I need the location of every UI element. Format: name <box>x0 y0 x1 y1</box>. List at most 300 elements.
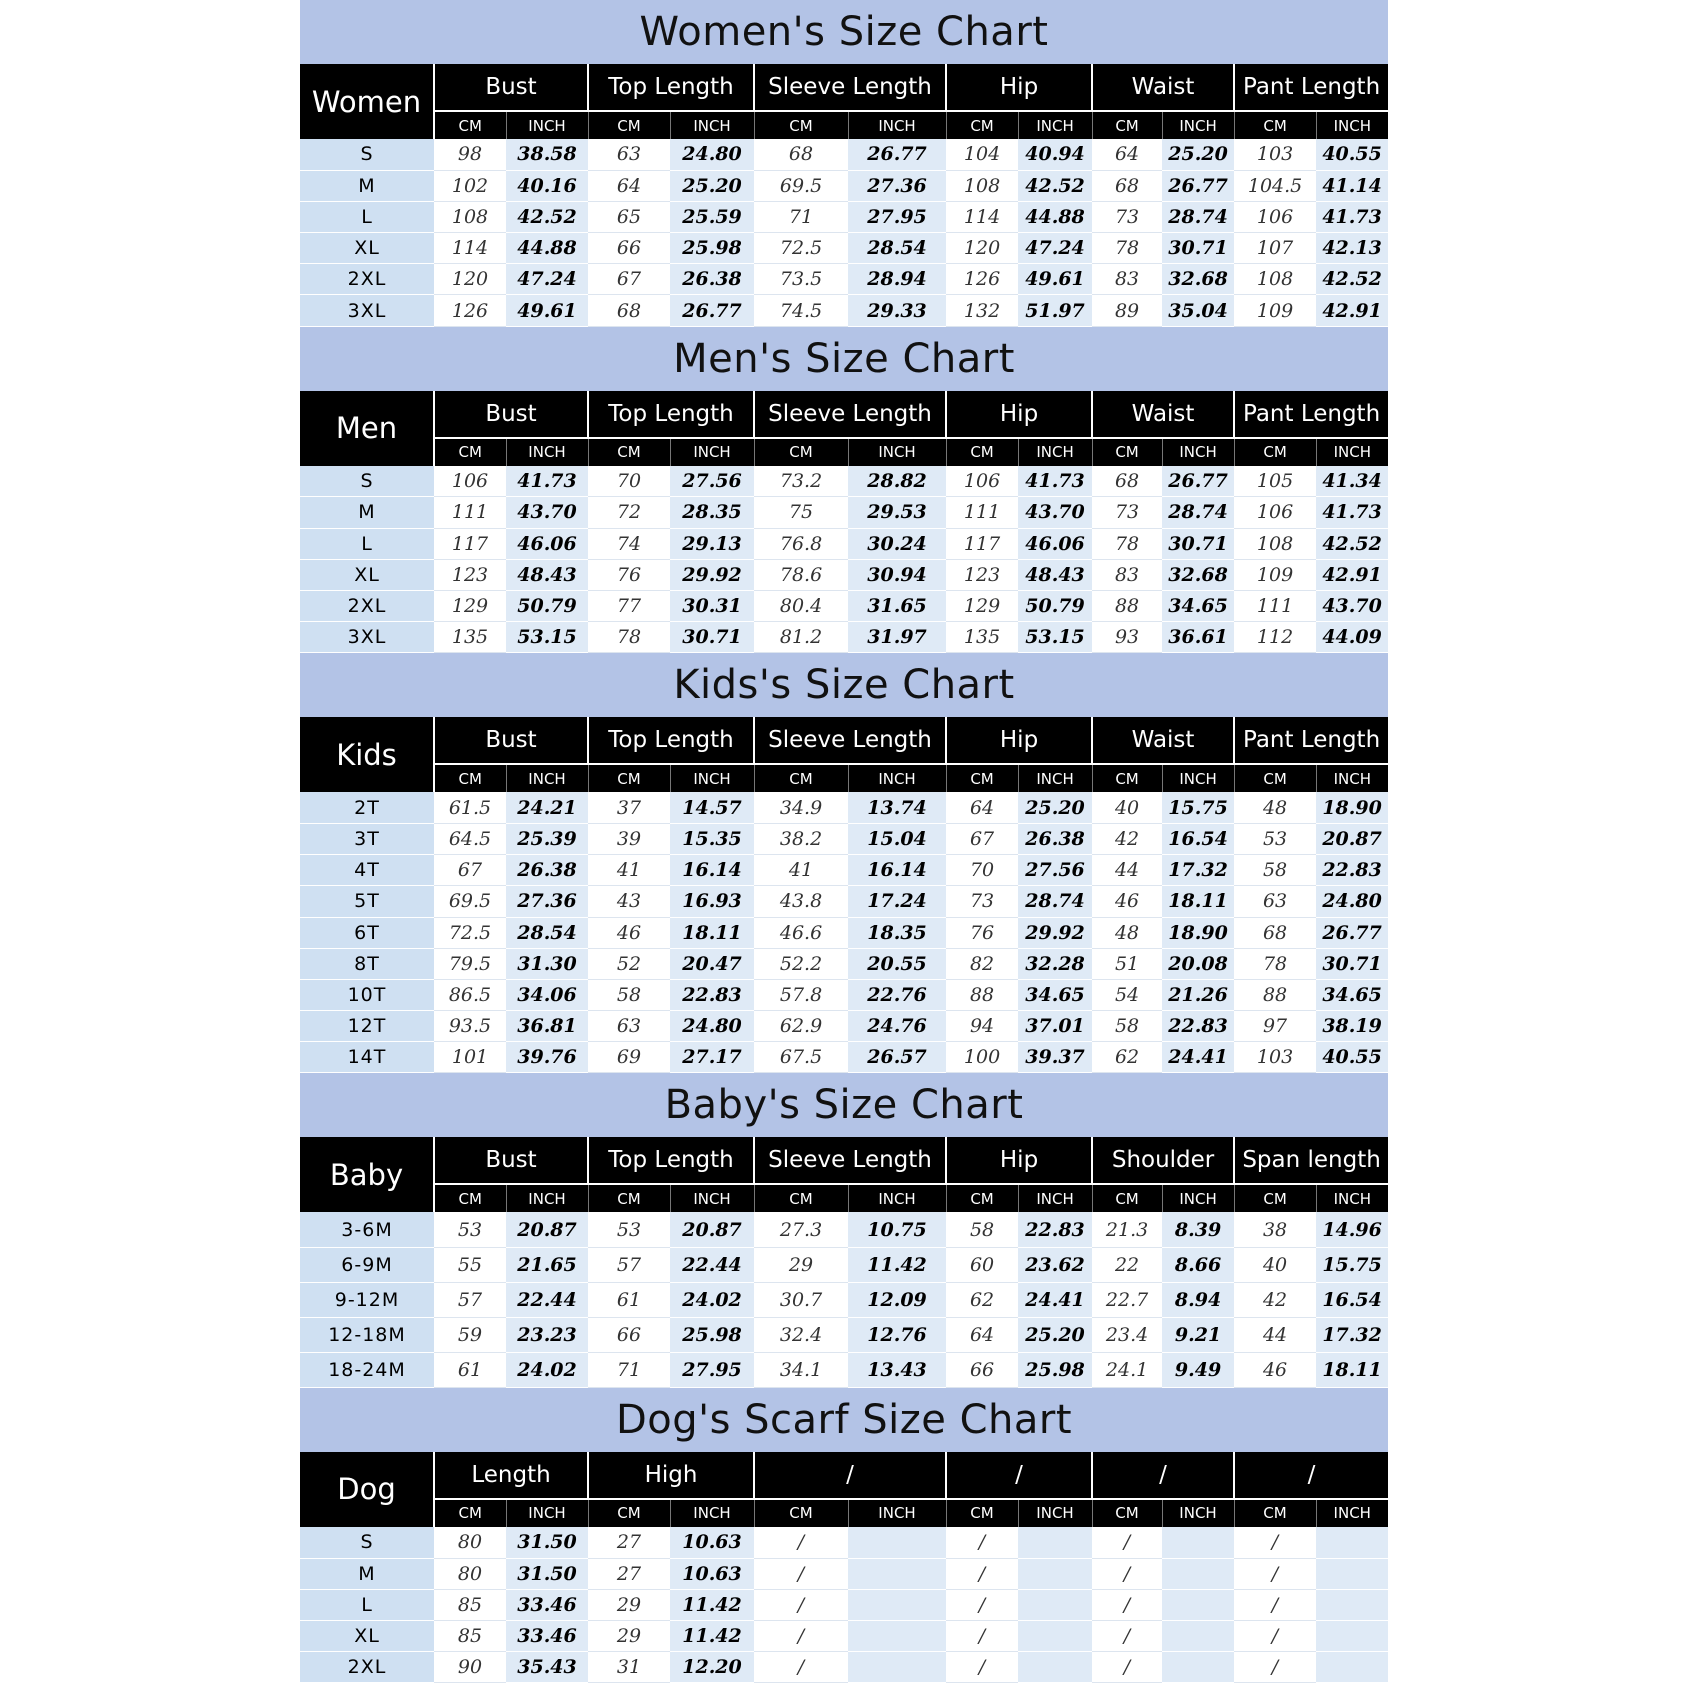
inch-value <box>1162 1652 1234 1683</box>
cm-value: 58 <box>946 1212 1018 1247</box>
inch-value: 40.55 <box>1316 139 1388 170</box>
inch-value: 32.68 <box>1162 264 1234 295</box>
inch-value: 15.75 <box>1162 792 1234 823</box>
table-row <box>300 1527 1388 1558</box>
size-label: L <box>300 1589 434 1620</box>
unit-cm-header: CM <box>588 111 670 139</box>
inch-value: 26.77 <box>1162 466 1234 497</box>
measure-header: Waist <box>1092 391 1234 438</box>
measure-header: / <box>1234 1452 1388 1499</box>
baby-unit-header-row <box>300 1184 1388 1212</box>
cm-value: 66 <box>946 1352 1018 1387</box>
cm-value: 64 <box>946 1317 1018 1352</box>
cm-value: / <box>1092 1558 1162 1589</box>
inch-value <box>1316 1589 1388 1620</box>
cm-value: 58 <box>1092 1011 1162 1042</box>
cm-value: 68 <box>1234 917 1316 948</box>
men-size-table <box>300 391 1388 654</box>
inch-value <box>848 1589 946 1620</box>
measure-header: Hip <box>946 64 1092 111</box>
unit-inch-header: INCH <box>848 1499 946 1527</box>
inch-value: 10.75 <box>848 1212 946 1247</box>
cm-value: 62 <box>1092 1042 1162 1073</box>
unit-cm-header: CM <box>434 438 506 466</box>
cm-value: 78 <box>1092 528 1162 559</box>
cm-value: 135 <box>946 622 1018 653</box>
unit-inch-header: INCH <box>1018 764 1092 792</box>
cm-value: 64 <box>1092 139 1162 170</box>
inch-value: 23.62 <box>1018 1247 1092 1282</box>
inch-value: 25.98 <box>1018 1352 1092 1387</box>
inch-value: 27.36 <box>848 170 946 201</box>
cm-value: 68 <box>1092 466 1162 497</box>
table-row <box>300 823 1388 854</box>
cm-value: / <box>754 1589 848 1620</box>
cm-value: 69 <box>588 1042 670 1073</box>
cm-value: 103 <box>1234 139 1316 170</box>
unit-cm-header: CM <box>1092 438 1162 466</box>
table-row <box>300 855 1388 886</box>
inch-value: 20.55 <box>848 948 946 979</box>
inch-value: 40.16 <box>506 170 588 201</box>
unit-inch-header: INCH <box>1018 111 1092 139</box>
inch-value: 26.77 <box>1162 170 1234 201</box>
inch-value: 10.63 <box>670 1558 754 1589</box>
unit-cm-header: CM <box>1234 1499 1316 1527</box>
inch-value: 41.73 <box>1316 497 1388 528</box>
measure-header: Waist <box>1092 717 1234 764</box>
inch-value: 42.13 <box>1316 233 1388 264</box>
measure-header: Pant Length <box>1234 717 1388 764</box>
cm-value: 44 <box>1092 855 1162 886</box>
measure-header: Top Length <box>588 391 754 438</box>
unit-cm-header: CM <box>946 111 1018 139</box>
cm-value: 101 <box>434 1042 506 1073</box>
women-measure-header-row <box>300 64 1388 111</box>
size-label: 12-18M <box>300 1317 434 1352</box>
cm-value: 29 <box>588 1589 670 1620</box>
table-row <box>300 201 1388 232</box>
cm-value: 103 <box>1234 1042 1316 1073</box>
inch-value: 22.83 <box>1162 1011 1234 1042</box>
baby-chart-title: Baby's Size Chart <box>300 1073 1388 1137</box>
inch-value <box>848 1558 946 1589</box>
cm-value: / <box>946 1621 1018 1652</box>
measure-header: Top Length <box>588 64 754 111</box>
cm-value: / <box>1234 1589 1316 1620</box>
inch-value: 8.39 <box>1162 1212 1234 1247</box>
unit-cm-header: CM <box>946 1184 1018 1212</box>
size-label: 2T <box>300 792 434 823</box>
inch-value: 27.56 <box>670 466 754 497</box>
cm-value: 73.5 <box>754 264 848 295</box>
unit-inch-header: INCH <box>670 438 754 466</box>
table-row <box>300 559 1388 590</box>
inch-value: 44.88 <box>1018 201 1092 232</box>
inch-value: 20.87 <box>1316 823 1388 854</box>
cm-value: 86.5 <box>434 979 506 1010</box>
unit-inch-header: INCH <box>1018 1499 1092 1527</box>
cm-value: 106 <box>946 466 1018 497</box>
cm-value: 66 <box>588 1317 670 1352</box>
inch-value: 27.56 <box>1018 855 1092 886</box>
unit-inch-header: INCH <box>1316 1499 1388 1527</box>
unit-cm-header: CM <box>588 1499 670 1527</box>
inch-value: 8.94 <box>1162 1282 1234 1317</box>
inch-value: 29.53 <box>848 497 946 528</box>
inch-value: 27.95 <box>848 201 946 232</box>
baby-measure-header-row <box>300 1137 1388 1184</box>
cm-value: 68 <box>754 139 848 170</box>
inch-value: 29.33 <box>848 295 946 326</box>
cm-value: 46 <box>1092 886 1162 917</box>
cm-value: 71 <box>588 1352 670 1387</box>
inch-value: 31.30 <box>506 948 588 979</box>
inch-value: 47.24 <box>1018 233 1092 264</box>
inch-value: 18.90 <box>1316 792 1388 823</box>
inch-value: 34.06 <box>506 979 588 1010</box>
inch-value: 35.04 <box>1162 295 1234 326</box>
inch-value: 27.17 <box>670 1042 754 1073</box>
inch-value: 26.77 <box>1316 917 1388 948</box>
measure-header: Hip <box>946 1137 1092 1184</box>
inch-value: 9.49 <box>1162 1352 1234 1387</box>
unit-inch-header: INCH <box>1018 1184 1092 1212</box>
inch-value <box>1316 1527 1388 1558</box>
cm-value: 109 <box>1234 559 1316 590</box>
cm-value: 129 <box>946 590 1018 621</box>
inch-value: 28.35 <box>670 497 754 528</box>
cm-value: 53 <box>588 1212 670 1247</box>
cm-value: 57.8 <box>754 979 848 1010</box>
inch-value: 15.35 <box>670 823 754 854</box>
table-row <box>300 1558 1388 1589</box>
unit-cm-header: CM <box>754 438 848 466</box>
inch-value: 20.47 <box>670 948 754 979</box>
unit-inch-header: INCH <box>848 1184 946 1212</box>
cm-value: / <box>1234 1527 1316 1558</box>
table-row <box>300 528 1388 559</box>
unit-cm-header: CM <box>588 1184 670 1212</box>
unit-cm-header: CM <box>1092 1499 1162 1527</box>
cm-value: / <box>946 1589 1018 1620</box>
cm-value: 40 <box>1234 1247 1316 1282</box>
inch-value: 40.94 <box>1018 139 1092 170</box>
table-row <box>300 1011 1388 1042</box>
cm-value: 80 <box>434 1527 506 1558</box>
size-label: 3XL <box>300 295 434 326</box>
cm-value: 73 <box>1092 201 1162 232</box>
size-label: S <box>300 466 434 497</box>
cm-value: 21.3 <box>1092 1212 1162 1247</box>
inch-value: 38.58 <box>506 139 588 170</box>
unit-inch-header: INCH <box>506 1184 588 1212</box>
table-row <box>300 295 1388 326</box>
inch-value: 29.13 <box>670 528 754 559</box>
size-label: 2XL <box>300 1652 434 1683</box>
size-label: XL <box>300 1621 434 1652</box>
size-label: M <box>300 497 434 528</box>
cm-value: 78.6 <box>754 559 848 590</box>
unit-cm-header: CM <box>946 764 1018 792</box>
cm-value: 83 <box>1092 559 1162 590</box>
inch-value: 22.44 <box>670 1247 754 1282</box>
men-chart-title: Men's Size Chart <box>300 327 1388 391</box>
cm-value: 98 <box>434 139 506 170</box>
inch-value: 31.50 <box>506 1527 588 1558</box>
cm-value: 93 <box>1092 622 1162 653</box>
cm-value: 76.8 <box>754 528 848 559</box>
inch-value: 24.80 <box>670 1011 754 1042</box>
unit-cm-header: CM <box>434 764 506 792</box>
inch-value: 9.21 <box>1162 1317 1234 1352</box>
measure-header: Top Length <box>588 1137 754 1184</box>
measure-header: / <box>1092 1452 1234 1499</box>
cm-value: / <box>1092 1652 1162 1683</box>
cm-value: 63 <box>1234 886 1316 917</box>
cm-value: 62.9 <box>754 1011 848 1042</box>
cm-value: 65 <box>588 201 670 232</box>
table-row <box>300 1317 1388 1352</box>
inch-value: 30.71 <box>670 622 754 653</box>
inch-value: 28.82 <box>848 466 946 497</box>
dog-measure-header-row <box>300 1452 1388 1499</box>
size-label: 6-9M <box>300 1247 434 1282</box>
cm-value: 117 <box>434 528 506 559</box>
cm-value: 108 <box>946 170 1018 201</box>
unit-inch-header: INCH <box>670 1499 754 1527</box>
cm-value: 68 <box>1092 170 1162 201</box>
size-label: 3T <box>300 823 434 854</box>
unit-cm-header: CM <box>754 764 848 792</box>
inch-value: 39.37 <box>1018 1042 1092 1073</box>
table-row <box>300 1282 1388 1317</box>
inch-value: 53.15 <box>506 622 588 653</box>
table-row <box>300 917 1388 948</box>
dog-unit-header-row <box>300 1499 1388 1527</box>
inch-value: 43.70 <box>506 497 588 528</box>
size-label: XL <box>300 233 434 264</box>
inch-value: 28.54 <box>506 917 588 948</box>
cm-value: 67 <box>946 823 1018 854</box>
size-label: 3XL <box>300 622 434 653</box>
inch-value: 49.61 <box>1018 264 1092 295</box>
size-label: 12T <box>300 1011 434 1042</box>
cm-value: 80.4 <box>754 590 848 621</box>
unit-cm-header: CM <box>946 1499 1018 1527</box>
unit-cm-header: CM <box>1092 764 1162 792</box>
inch-value <box>1162 1589 1234 1620</box>
cm-value: 67 <box>434 855 506 886</box>
cm-value: 72.5 <box>434 917 506 948</box>
measure-header: / <box>754 1452 946 1499</box>
cm-value: 43.8 <box>754 886 848 917</box>
inch-value: 38.19 <box>1316 1011 1388 1042</box>
cm-value: / <box>1234 1652 1316 1683</box>
inch-value: 33.46 <box>506 1589 588 1620</box>
unit-cm-header: CM <box>434 1499 506 1527</box>
inch-value: 22.44 <box>506 1282 588 1317</box>
inch-value: 48.43 <box>506 559 588 590</box>
inch-value <box>1018 1621 1092 1652</box>
measure-header: Bust <box>434 717 588 764</box>
men-category-label: Men <box>300 391 434 466</box>
cm-value: 58 <box>588 979 670 1010</box>
cm-value: / <box>1092 1589 1162 1620</box>
cm-value: 23.4 <box>1092 1317 1162 1352</box>
unit-inch-header: INCH <box>848 111 946 139</box>
cm-value: 73 <box>1092 497 1162 528</box>
cm-value: 85 <box>434 1621 506 1652</box>
size-label: 2XL <box>300 264 434 295</box>
inch-value <box>1162 1621 1234 1652</box>
cm-value: 55 <box>434 1247 506 1282</box>
size-label: M <box>300 1558 434 1589</box>
inch-value: 35.43 <box>506 1652 588 1683</box>
inch-value: 44.88 <box>506 233 588 264</box>
size-label: 3-6M <box>300 1212 434 1247</box>
size-label: 4T <box>300 855 434 886</box>
unit-cm-header: CM <box>588 764 670 792</box>
cm-value: 29 <box>754 1247 848 1282</box>
inch-value: 36.61 <box>1162 622 1234 653</box>
cm-value: 37 <box>588 792 670 823</box>
inch-value: 8.66 <box>1162 1247 1234 1282</box>
cm-value: 34.9 <box>754 792 848 823</box>
table-row <box>300 622 1388 653</box>
measure-header: Hip <box>946 391 1092 438</box>
inch-value: 48.43 <box>1018 559 1092 590</box>
unit-inch-header: INCH <box>848 764 946 792</box>
cm-value: 135 <box>434 622 506 653</box>
inch-value: 49.61 <box>506 295 588 326</box>
inch-value: 26.38 <box>1018 823 1092 854</box>
inch-value: 18.11 <box>670 917 754 948</box>
measure-header: Bust <box>434 1137 588 1184</box>
cm-value: 109 <box>1234 295 1316 326</box>
measure-header: Bust <box>434 64 588 111</box>
cm-value: 120 <box>946 233 1018 264</box>
inch-value: 53.15 <box>1018 622 1092 653</box>
cm-value: 27.3 <box>754 1212 848 1247</box>
cm-value: 22 <box>1092 1247 1162 1282</box>
inch-value: 23.23 <box>506 1317 588 1352</box>
inch-value <box>1316 1652 1388 1683</box>
cm-value: 64 <box>946 792 1018 823</box>
inch-value: 25.20 <box>1018 792 1092 823</box>
inch-value: 46.06 <box>506 528 588 559</box>
inch-value: 28.74 <box>1162 201 1234 232</box>
inch-value: 24.76 <box>848 1011 946 1042</box>
inch-value: 15.75 <box>1316 1247 1388 1282</box>
unit-inch-header: INCH <box>670 1184 754 1212</box>
table-row <box>300 948 1388 979</box>
unit-inch-header: INCH <box>1162 1184 1234 1212</box>
cm-value: 53 <box>1234 823 1316 854</box>
cm-value: 70 <box>588 466 670 497</box>
cm-value: 64.5 <box>434 823 506 854</box>
inch-value: 30.71 <box>1316 948 1388 979</box>
inch-value: 41.34 <box>1316 466 1388 497</box>
cm-value: / <box>754 1527 848 1558</box>
cm-value: 24.1 <box>1092 1352 1162 1387</box>
unit-inch-header: INCH <box>848 438 946 466</box>
cm-value: / <box>754 1652 848 1683</box>
size-label: S <box>300 139 434 170</box>
inch-value: 43.70 <box>1018 497 1092 528</box>
inch-value: 26.77 <box>670 295 754 326</box>
cm-value: 48 <box>1092 917 1162 948</box>
cm-value: 88 <box>946 979 1018 1010</box>
table-row <box>300 233 1388 264</box>
cm-value: / <box>946 1527 1018 1558</box>
unit-inch-header: INCH <box>506 111 588 139</box>
size-label: 10T <box>300 979 434 1010</box>
inch-value: 28.54 <box>848 233 946 264</box>
table-row <box>300 170 1388 201</box>
inch-value: 50.79 <box>1018 590 1092 621</box>
unit-inch-header: INCH <box>506 438 588 466</box>
cm-value: 64 <box>588 170 670 201</box>
cm-value: 76 <box>588 559 670 590</box>
inch-value: 20.87 <box>506 1212 588 1247</box>
size-label: L <box>300 201 434 232</box>
table-row <box>300 590 1388 621</box>
size-label: 8T <box>300 948 434 979</box>
cm-value: 46.6 <box>754 917 848 948</box>
cm-value: 93.5 <box>434 1011 506 1042</box>
inch-value: 22.83 <box>1018 1212 1092 1247</box>
table-row <box>300 886 1388 917</box>
inch-value: 24.41 <box>1162 1042 1234 1073</box>
inch-value: 42.52 <box>1018 170 1092 201</box>
cm-value: 42 <box>1234 1282 1316 1317</box>
cm-value: 48 <box>1234 792 1316 823</box>
unit-inch-header: INCH <box>1162 1499 1234 1527</box>
inch-value: 30.71 <box>1162 233 1234 264</box>
inch-value: 13.74 <box>848 792 946 823</box>
cm-value: 61 <box>588 1282 670 1317</box>
inch-value: 18.35 <box>848 917 946 948</box>
kids-chart-title: Kids's Size Chart <box>300 653 1388 717</box>
inch-value: 17.32 <box>1316 1317 1388 1352</box>
inch-value: 51.97 <box>1018 295 1092 326</box>
cm-value: 44 <box>1234 1317 1316 1352</box>
inch-value <box>1316 1558 1388 1589</box>
unit-cm-header: CM <box>1234 438 1316 466</box>
cm-value: 106 <box>1234 497 1316 528</box>
cm-value: 52 <box>588 948 670 979</box>
inch-value <box>1018 1589 1092 1620</box>
inch-value: 12.20 <box>670 1652 754 1683</box>
inch-value: 31.65 <box>848 590 946 621</box>
measure-header: Shoulder <box>1092 1137 1234 1184</box>
cm-value: 88 <box>1234 979 1316 1010</box>
kids-category-label: Kids <box>300 717 434 792</box>
inch-value: 24.80 <box>670 139 754 170</box>
unit-cm-header: CM <box>1234 1184 1316 1212</box>
inch-value: 42.91 <box>1316 295 1388 326</box>
unit-cm-header: CM <box>434 111 506 139</box>
cm-value: / <box>946 1558 1018 1589</box>
inch-value: 42.52 <box>506 201 588 232</box>
unit-inch-header: INCH <box>1316 438 1388 466</box>
cm-value: 60 <box>946 1247 1018 1282</box>
kids-unit-header-row <box>300 764 1388 792</box>
cm-value: 41 <box>588 855 670 886</box>
unit-inch-header: INCH <box>506 1499 588 1527</box>
cm-value: 100 <box>946 1042 1018 1073</box>
